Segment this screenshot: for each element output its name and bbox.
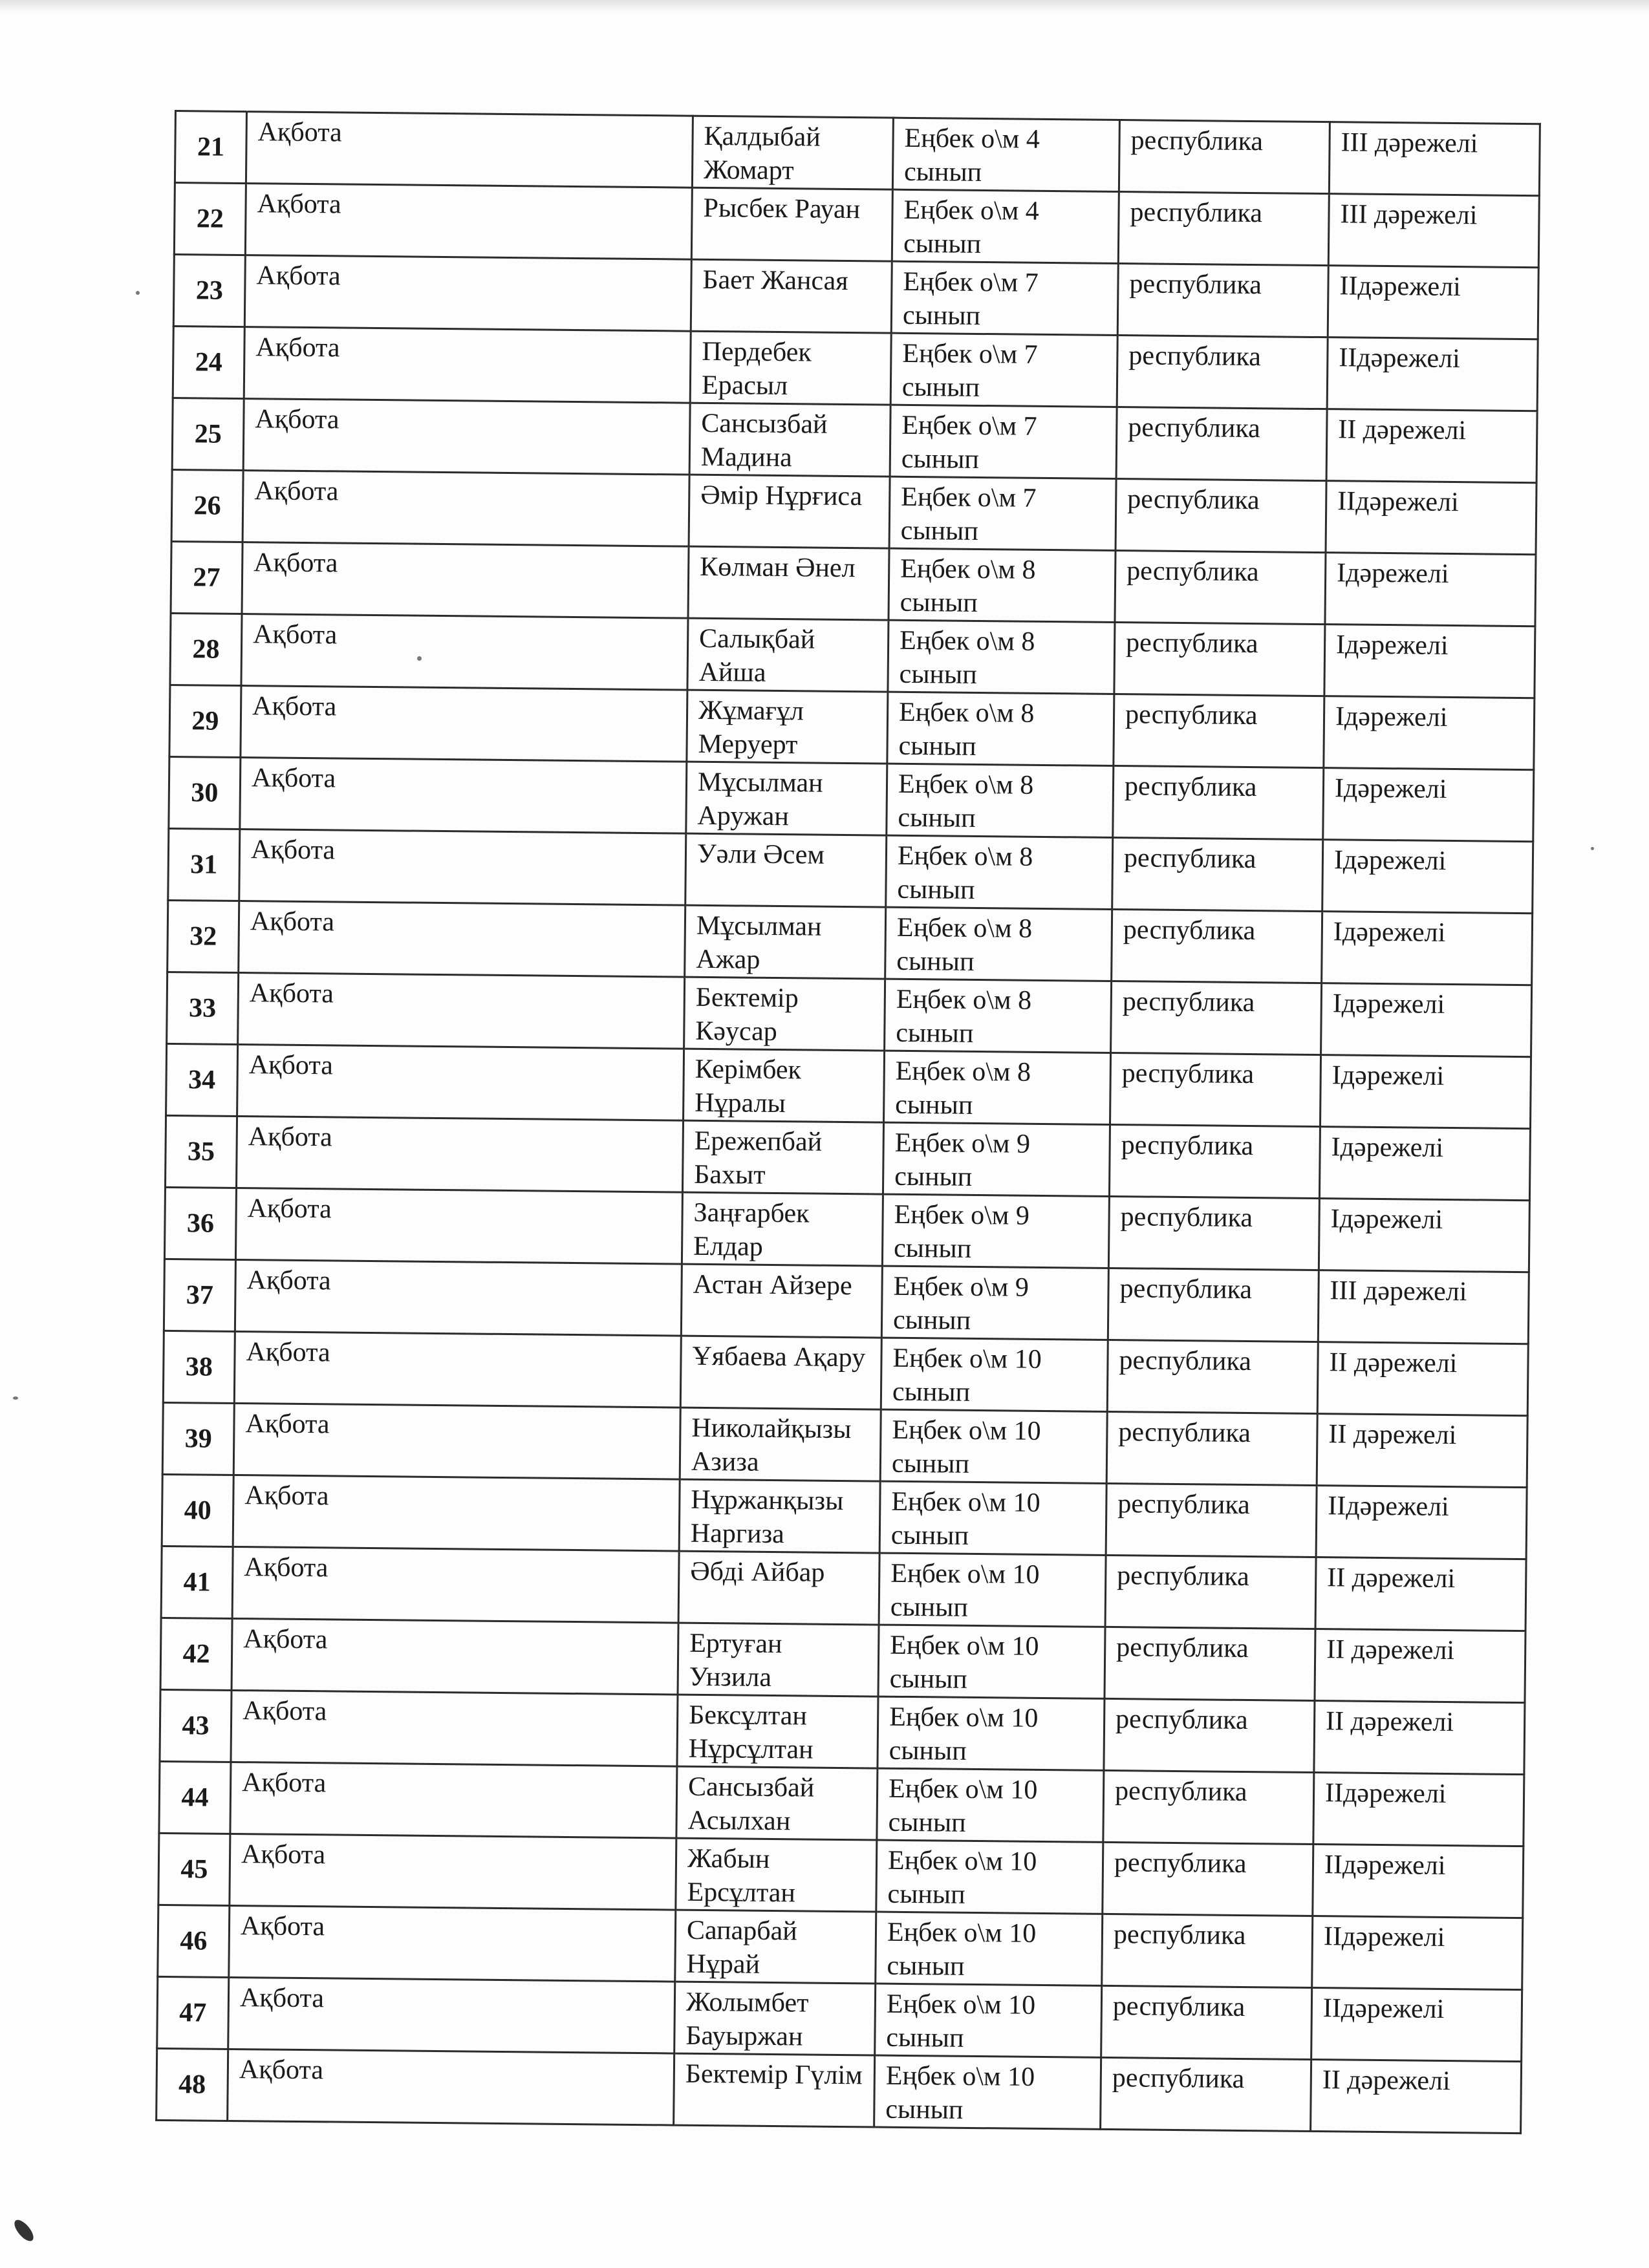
degree-cell: ІІ дәрежелі [1315, 1629, 1525, 1703]
subject-cell: Еңбек о\м 8 сынып [887, 764, 1114, 837]
level-cell: республика [1108, 1268, 1319, 1342]
degree-cell: Ідәрежелі [1323, 768, 1534, 842]
school-cell: Ақбота [243, 399, 690, 475]
subject-cell: Еңбек о\м 8 сынып [888, 620, 1115, 694]
school-cell: Ақбота [238, 973, 685, 1049]
level-cell: республика [1114, 622, 1325, 696]
row-number-cell: 22 [174, 183, 246, 255]
row-number-cell: 34 [166, 1043, 238, 1116]
degree-cell: Ідәрежелі [1321, 983, 1532, 1057]
degree-cell: Ідәрежелі [1322, 912, 1533, 985]
student-name-cell: Пердебек Ерасыл [690, 331, 891, 405]
school-cell: Ақбота [235, 1259, 682, 1336]
student-name-cell: Сансызбай Асылхан [676, 1766, 878, 1840]
subject-cell: Еңбек о\м 10 сынып [874, 2055, 1101, 2129]
level-cell: республика [1116, 407, 1327, 481]
subject-cell: Еңбек о\м 8 сынып [886, 835, 1113, 909]
degree-cell: ІІдәрежелі [1316, 1486, 1527, 1559]
row-number-cell: 44 [159, 1761, 231, 1834]
row-number-cell: 21 [175, 111, 246, 184]
school-cell: Ақбота [233, 1475, 680, 1551]
student-name-cell: Рысбек Рауан [691, 187, 892, 261]
student-name-cell: Көлман Әнел [688, 546, 889, 620]
student-name-cell: Әбді Айбар [678, 1551, 879, 1625]
table-row [171, 541, 1536, 626]
subject-cell: Еңбек о\м 10 сынып [876, 1840, 1103, 1914]
row-number-cell: 25 [172, 398, 244, 470]
level-cell: республика [1111, 981, 1322, 1054]
row-number-cell: 47 [157, 1976, 229, 2049]
row-number-cell: 33 [167, 972, 239, 1044]
school-cell: Ақбота [230, 1834, 676, 1910]
school-cell: Ақбота [231, 1690, 678, 1766]
student-name-cell: Қалдыбай Жомарт [692, 116, 893, 189]
table-row [159, 1761, 1524, 1846]
degree-cell: ІІ дәрежелі [1315, 1557, 1526, 1631]
row-number-cell: 37 [164, 1259, 235, 1331]
table-row [166, 1115, 1531, 1200]
row-number-cell: 30 [169, 756, 241, 829]
row-number-cell: 28 [170, 613, 242, 685]
degree-cell: ІІдәрежелі [1328, 266, 1538, 339]
row-number-cell: 36 [164, 1187, 236, 1259]
degree-cell: Ідәрежелі [1325, 553, 1536, 626]
student-name-cell: Жұмағұл Меруерт [687, 690, 888, 764]
student-name-cell: Сапарбай Нұрай [675, 1910, 876, 1984]
scan-speck [136, 291, 140, 295]
level-cell: республика [1119, 120, 1330, 194]
row-number-cell: 40 [162, 1474, 233, 1546]
row-number-cell: 38 [163, 1331, 235, 1403]
degree-cell: ІІдәрежелі [1312, 1916, 1523, 1990]
level-cell: республика [1103, 1842, 1313, 1916]
table-row [158, 1905, 1523, 1989]
subject-cell: Еңбек о\м 10 сынып [879, 1481, 1106, 1555]
school-cell: Ақбота [241, 686, 687, 762]
subject-cell: Еңбек о\м 9 сынып [881, 1266, 1108, 1340]
table-row [169, 685, 1535, 769]
row-number-cell: 26 [171, 469, 243, 542]
table-row [173, 326, 1538, 411]
student-name-cell: Сансызбай Мадина [689, 403, 890, 476]
subject-cell: Еңбек о\м 10 сынып [879, 1553, 1106, 1627]
table-row [168, 828, 1533, 913]
student-name-cell: Заңғарбек Елдар [682, 1192, 883, 1266]
table-row [156, 2048, 1522, 2133]
level-cell: республика [1117, 336, 1328, 409]
table-row [164, 1259, 1529, 1343]
level-cell: республика [1118, 192, 1329, 266]
level-cell: республика [1101, 2057, 1311, 2131]
school-cell: Ақбота [246, 112, 693, 188]
row-number-cell: 45 [158, 1833, 230, 1905]
level-cell: республика [1108, 1196, 1319, 1270]
level-cell: республика [1101, 1985, 1312, 2059]
student-name-cell: Әмір Нұрғиса [689, 475, 890, 548]
degree-cell: Ідәрежелі [1324, 696, 1535, 770]
row-number-cell: 48 [156, 2048, 228, 2121]
level-cell: республика [1107, 1340, 1318, 1413]
subject-cell: Еңбек о\м 8 сынып [884, 1051, 1111, 1124]
subject-cell: Еңбек о\м 8 сынып [889, 548, 1116, 622]
school-cell: Ақбота [235, 1188, 682, 1264]
row-number-cell: 24 [173, 326, 244, 398]
level-cell: республика [1113, 765, 1324, 839]
school-cell: Ақбота [242, 471, 689, 547]
row-number-cell: 39 [162, 1402, 234, 1475]
school-cell: Ақбота [244, 327, 691, 403]
table-row [160, 1689, 1525, 1774]
table-row [162, 1474, 1527, 1559]
subject-cell: Еңбек о\м 10 сынып [881, 1338, 1108, 1411]
student-name-cell: Жолымбет Бауыржан [674, 1982, 876, 2055]
table-row [175, 111, 1540, 196]
row-number-cell: 32 [167, 900, 239, 972]
subject-cell: Еңбек о\м 4 сынып [892, 189, 1119, 263]
scan-speck [11, 2217, 37, 2244]
table-row [171, 469, 1536, 554]
degree-cell: ІІ дәрежелі [1317, 1414, 1527, 1488]
degree-cell: ІІІ дәрежелі [1328, 194, 1539, 268]
table-row [172, 398, 1537, 482]
school-cell: Ақбота [232, 1618, 678, 1695]
level-cell: республика [1106, 1483, 1317, 1557]
student-name-cell: Нұржанқызы Наргиза [679, 1479, 880, 1553]
degree-cell: ІІдәрежелі [1326, 481, 1536, 555]
subject-cell: Еңбек о\м 10 сынып [878, 1696, 1105, 1770]
subject-cell: Еңбек о\м 10 сынып [875, 1984, 1102, 2057]
degree-cell: Ідәрежелі [1324, 625, 1535, 698]
level-cell: республика [1106, 1411, 1317, 1485]
subject-cell: Еңбек о\м 8 сынып [887, 692, 1114, 765]
student-name-cell: Бектемір Гүлім [674, 2053, 875, 2127]
subject-cell: Еңбек о\м 7 сынып [890, 405, 1117, 478]
row-number-cell: 41 [161, 1546, 233, 1618]
school-cell: Ақбота [230, 1762, 677, 1838]
school-cell: Ақбота [237, 1045, 684, 1121]
student-name-cell: Бает Жансая [691, 259, 892, 333]
row-number-cell: 46 [158, 1905, 230, 1977]
row-number-cell: 29 [169, 685, 241, 757]
scan-speck [1591, 847, 1594, 850]
degree-cell: ІІдәрежелі [1327, 337, 1538, 411]
row-number-cell: 43 [160, 1689, 232, 1762]
scan-top-edge [0, 0, 1649, 13]
degree-cell: ІІдәрежелі [1311, 1988, 1522, 2062]
student-name-cell: Уәли Әсем [685, 833, 887, 907]
school-cell: Ақбота [239, 829, 686, 906]
subject-cell: Еңбек о\м 9 сынып [882, 1194, 1109, 1268]
subject-cell: Еңбек о\м 10 сынып [878, 1625, 1105, 1698]
school-cell: Ақбота [233, 1403, 680, 1479]
student-name-cell: Салықбай Айша [687, 618, 889, 692]
degree-cell: ІІ дәрежелі [1326, 409, 1537, 483]
student-name-cell: Ертуған Унзила [678, 1623, 879, 1696]
degree-cell: ІІдәрежелі [1313, 1845, 1524, 1918]
student-name-cell: Керімбек Нұралы [684, 1049, 885, 1122]
student-name-cell: Бексұлтан Нұрсұлтан [677, 1695, 878, 1768]
student-name-cell: Николайқызы Азиза [680, 1407, 881, 1481]
level-cell: республика [1109, 1124, 1320, 1198]
table-row [158, 1833, 1524, 1918]
school-cell: Ақбота [242, 542, 689, 619]
degree-cell: ІІ дәрежелі [1314, 1701, 1525, 1775]
degree-cell: ІІІ дәрежелі [1318, 1270, 1529, 1344]
student-name-cell: Жабын Ерсұлтан [676, 1838, 877, 1912]
subject-cell: Еңбек о\м 9 сынып [883, 1122, 1110, 1196]
scan-speck [417, 656, 422, 661]
student-name-cell: Бектемір Кәусар [684, 977, 885, 1051]
level-cell: республика [1105, 1555, 1316, 1629]
student-name-cell: Ұябаева Ақару [680, 1336, 881, 1409]
degree-cell: ІІ дәрежелі [1311, 2060, 1522, 2134]
level-cell: республика [1103, 1770, 1314, 1844]
row-number-cell: 23 [173, 255, 245, 327]
table-body [156, 111, 1540, 2134]
level-cell: республика [1112, 909, 1322, 983]
level-cell: республика [1114, 694, 1324, 767]
school-cell: Ақбота [234, 1331, 681, 1407]
row-number-cell: 35 [166, 1115, 237, 1188]
row-number-cell: 31 [168, 828, 240, 901]
degree-cell: Ідәрежелі [1319, 1127, 1530, 1201]
table-row [161, 1546, 1526, 1631]
degree-cell: Ідәрежелі [1320, 1055, 1531, 1129]
school-cell: Ақбота [228, 2049, 674, 2125]
table-row [163, 1331, 1528, 1415]
level-cell: республика [1117, 264, 1328, 337]
degree-cell: Ідәрежелі [1322, 840, 1533, 914]
level-cell: республика [1110, 1053, 1321, 1126]
row-number-cell: 42 [160, 1618, 232, 1690]
school-cell: Ақбота [236, 1116, 683, 1192]
table-row [162, 1402, 1527, 1487]
degree-cell: ІІдәрежелі [1313, 1773, 1524, 1846]
school-cell: Ақбота [241, 614, 688, 690]
student-name-cell: Мұсылман Аружан [686, 762, 887, 835]
school-cell: Ақбота [244, 255, 691, 332]
school-cell: Ақбота [232, 1546, 679, 1623]
school-cell: Ақбота [229, 1905, 676, 1982]
level-cell: республика [1102, 1914, 1313, 1987]
level-cell: республика [1115, 550, 1326, 624]
degree-cell: ІІІ дәрежелі [1329, 122, 1540, 196]
results-table [155, 110, 1541, 2134]
level-cell: республика [1116, 479, 1326, 553]
student-name-cell: Мұсылман Ажар [685, 905, 886, 979]
row-number-cell: 27 [171, 541, 242, 614]
table-row [169, 756, 1534, 841]
subject-cell: Еңбек о\м 10 сынып [880, 1409, 1107, 1483]
scan-speck [13, 1396, 18, 1400]
school-cell: Ақбота [240, 758, 687, 834]
subject-cell: Еңбек о\м 7 сынып [890, 333, 1117, 407]
table-row [167, 972, 1532, 1056]
degree-cell: ІІ дәрежелі [1317, 1342, 1528, 1416]
table-row [174, 183, 1539, 268]
subject-cell: Еңбек о\м 8 сынып [885, 907, 1112, 981]
student-name-cell: Ережепбай Бахыт [682, 1120, 883, 1194]
subject-cell: Еңбек о\м 7 сынып [891, 261, 1118, 335]
subject-cell: Еңбек о\м 7 сынып [889, 476, 1116, 550]
level-cell: республика [1104, 1698, 1315, 1772]
degree-cell: Ідәрежелі [1319, 1199, 1529, 1272]
subject-cell: Еңбек о\м 10 сынып [877, 1768, 1104, 1842]
table-row [173, 255, 1538, 339]
school-cell: Ақбота [228, 1977, 675, 2053]
level-cell: республика [1105, 1627, 1315, 1700]
table-row [170, 613, 1535, 698]
subject-cell: Еңбек о\м 4 сынып [892, 118, 1119, 191]
student-name-cell: Астан Айзере [681, 1264, 882, 1338]
subject-cell: Еңбек о\м 10 сынып [876, 1912, 1103, 1985]
school-cell: Ақбота [245, 184, 692, 260]
school-cell: Ақбота [239, 901, 685, 978]
table-row [157, 1976, 1522, 2061]
level-cell: республика [1112, 837, 1323, 911]
table-row [167, 900, 1533, 985]
table-row [164, 1187, 1529, 1272]
table-row [166, 1043, 1531, 1128]
table-row [160, 1618, 1525, 1702]
subject-cell: Еңбек о\м 8 сынып [885, 979, 1112, 1053]
